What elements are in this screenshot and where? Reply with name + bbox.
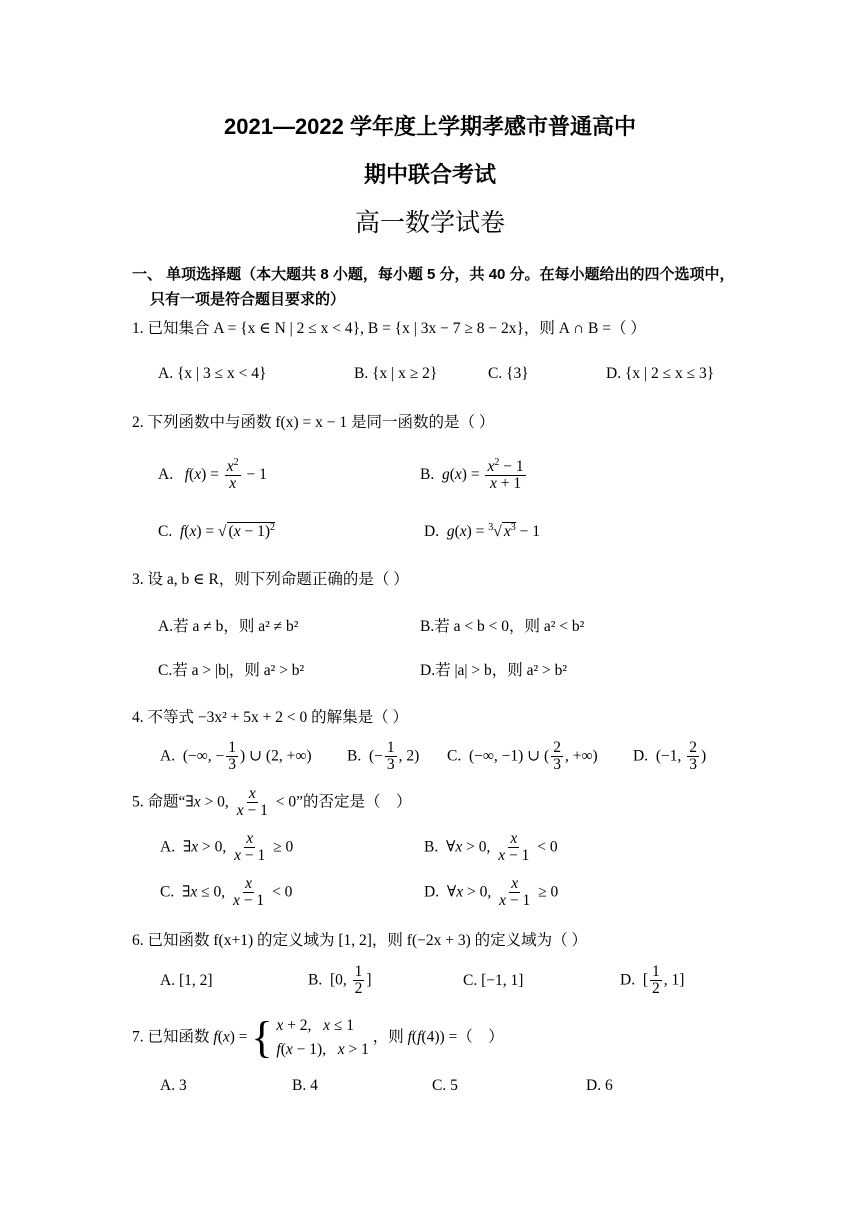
question-1-option-b: B. {x | x ≥ 2}	[354, 365, 438, 382]
question-6-option-c: C. [−1, 1]	[463, 972, 524, 989]
section-heading	[132, 262, 752, 312]
question-5-option-a: A. ∃x > 0, $\frac{x}{x - 1}$ ≥ 0	[160, 830, 294, 865]
section-heading-line2: 只有一项是符合题目要求的）	[150, 291, 346, 308]
question-6-stem: 6. 已知函数 f(x+1) 的定义域为 [1, 2]，则 f(−2x + 3) 的定义域为（ ）	[132, 932, 588, 949]
question-7-option-a: A. 3	[160, 1077, 187, 1094]
question-4-option-c-label: C.	[447, 747, 462, 765]
question-5-option-d: D. ∀x > 0, $\frac{x}{x - 1}$ ≥ 0	[424, 875, 559, 910]
question-5-stem: 5. 命题“∃x > 0, $\frac{x}{x - 1}$ < 0”的否定是（ ）	[132, 785, 412, 820]
question-7-stem: 7. 已知函数 f(x) = { x + 2, x ≤ 1 f(x − 1), x > 1 ，则 f(f(4)) =（ ）	[132, 1013, 504, 1062]
question-2-option-a: A. f(x) = $\frac{x^2}{x}$ − 1	[158, 457, 267, 493]
question-3-stem: 3. 设 a, b ∈ R，则下列命题正确的是（ ）	[132, 571, 409, 588]
question-6-option-d: D. [ $\frac{1}{2}$ , 1]	[620, 963, 685, 998]
question-2-option-b: B. g(x) = $\frac{x^2 - 1}{x + 1}$	[420, 457, 524, 493]
question-7-option-b: B. 4	[292, 1077, 318, 1094]
question-4-option-c: C. (−∞, −1) ∪ ( $\frac{2}{3}$ , +∞)	[447, 739, 598, 774]
question-3-option-c: C.若 a > |b|，则 a² > b²	[158, 662, 305, 679]
question-7-option-c: C. 5	[432, 1077, 458, 1094]
question-4-option-a-label: A.	[160, 747, 176, 765]
question-4-option-a: A. (−∞, − $\frac{1}{3}$ ) ∪ (2, +∞)	[160, 739, 312, 774]
question-5-option-d-label: D.	[424, 883, 440, 901]
question-1-option-a: A. {x | 3 ≤ x < 4}	[158, 365, 267, 382]
section-heading-line1: 一、 单项选择题（本大题共 8 小题，每小题 5 分，共 40 分。在每小题给出的四个选项中，	[132, 266, 735, 283]
question-2-option-c: C. f(x) = √ $(x - 1)^2$	[158, 522, 275, 540]
question-6-option-d-label: D.	[620, 971, 636, 989]
question-3-option-d: D.若 |a| > b，则 a² > b²	[420, 662, 568, 679]
exam-subtitle: 期中联合考试	[363, 162, 496, 187]
question-4-stem: 4. 不等式 −3x² + 5x + 2 < 0 的解集是（ ）	[132, 709, 408, 726]
question-3-option-a: A.若 a ≠ b，则 a² ≠ b²	[158, 618, 299, 635]
question-2-stem: 2. 下列函数中与函数 f(x) = x − 1 是同一函数的是（ ）	[132, 414, 495, 431]
question-4-option-d-label: D.	[633, 747, 649, 765]
question-7-option-d: D. 6	[586, 1077, 613, 1094]
question-5-option-c: C. ∃x ≤ 0, $\frac{x}{x - 1}$ < 0	[160, 875, 293, 910]
question-2-option-d-label: D.	[424, 523, 440, 540]
question-1-option-c: C. {3}	[488, 365, 529, 382]
question-2-option-a-label: A.	[158, 465, 174, 483]
question-4-option-b-label: B.	[347, 747, 362, 765]
question-4-option-b: B. (− $\frac{1}{3}$ , 2)	[347, 739, 420, 774]
question-1-stem: 1. 已知集合 A = {x ∈ N | 2 ≤ x < 4}, B = {x | 3x − 7 ≥ 8 − 2x}，则 A ∩ B =（ ）	[132, 320, 646, 337]
question-5-option-a-label: A.	[160, 838, 176, 856]
exam-title: 2021—2022 学年度上学期孝感市普通高中	[224, 114, 636, 139]
question-5-option-b: B. ∀x > 0, $\frac{x}{x - 1}$ < 0	[424, 830, 558, 865]
exam-subject: 高一数学试卷	[354, 210, 505, 237]
question-6-option-b-label: B.	[308, 971, 323, 989]
question-4-option-d: D. (−1, $\frac{2}{3}$ )	[633, 739, 707, 774]
question-2-option-b-label: B.	[420, 465, 435, 483]
question-2-option-d: D. g(x) = $^3$√ $x^3 - 1$	[424, 522, 540, 540]
question-2-option-c-label: C.	[158, 523, 173, 540]
question-1-option-d: D. {x | 2 ≤ x ≤ 3}	[606, 365, 715, 382]
question-6-option-b: B. [0, $\frac{1}{2}$ ]	[308, 963, 372, 998]
question-5-option-b-label: B.	[424, 838, 439, 856]
question-6-option-a: A. [1, 2]	[160, 972, 213, 989]
question-3-option-b: B.若 a < b < 0，则 a² < b²	[420, 618, 585, 635]
question-5-option-c-label: C.	[160, 883, 175, 901]
